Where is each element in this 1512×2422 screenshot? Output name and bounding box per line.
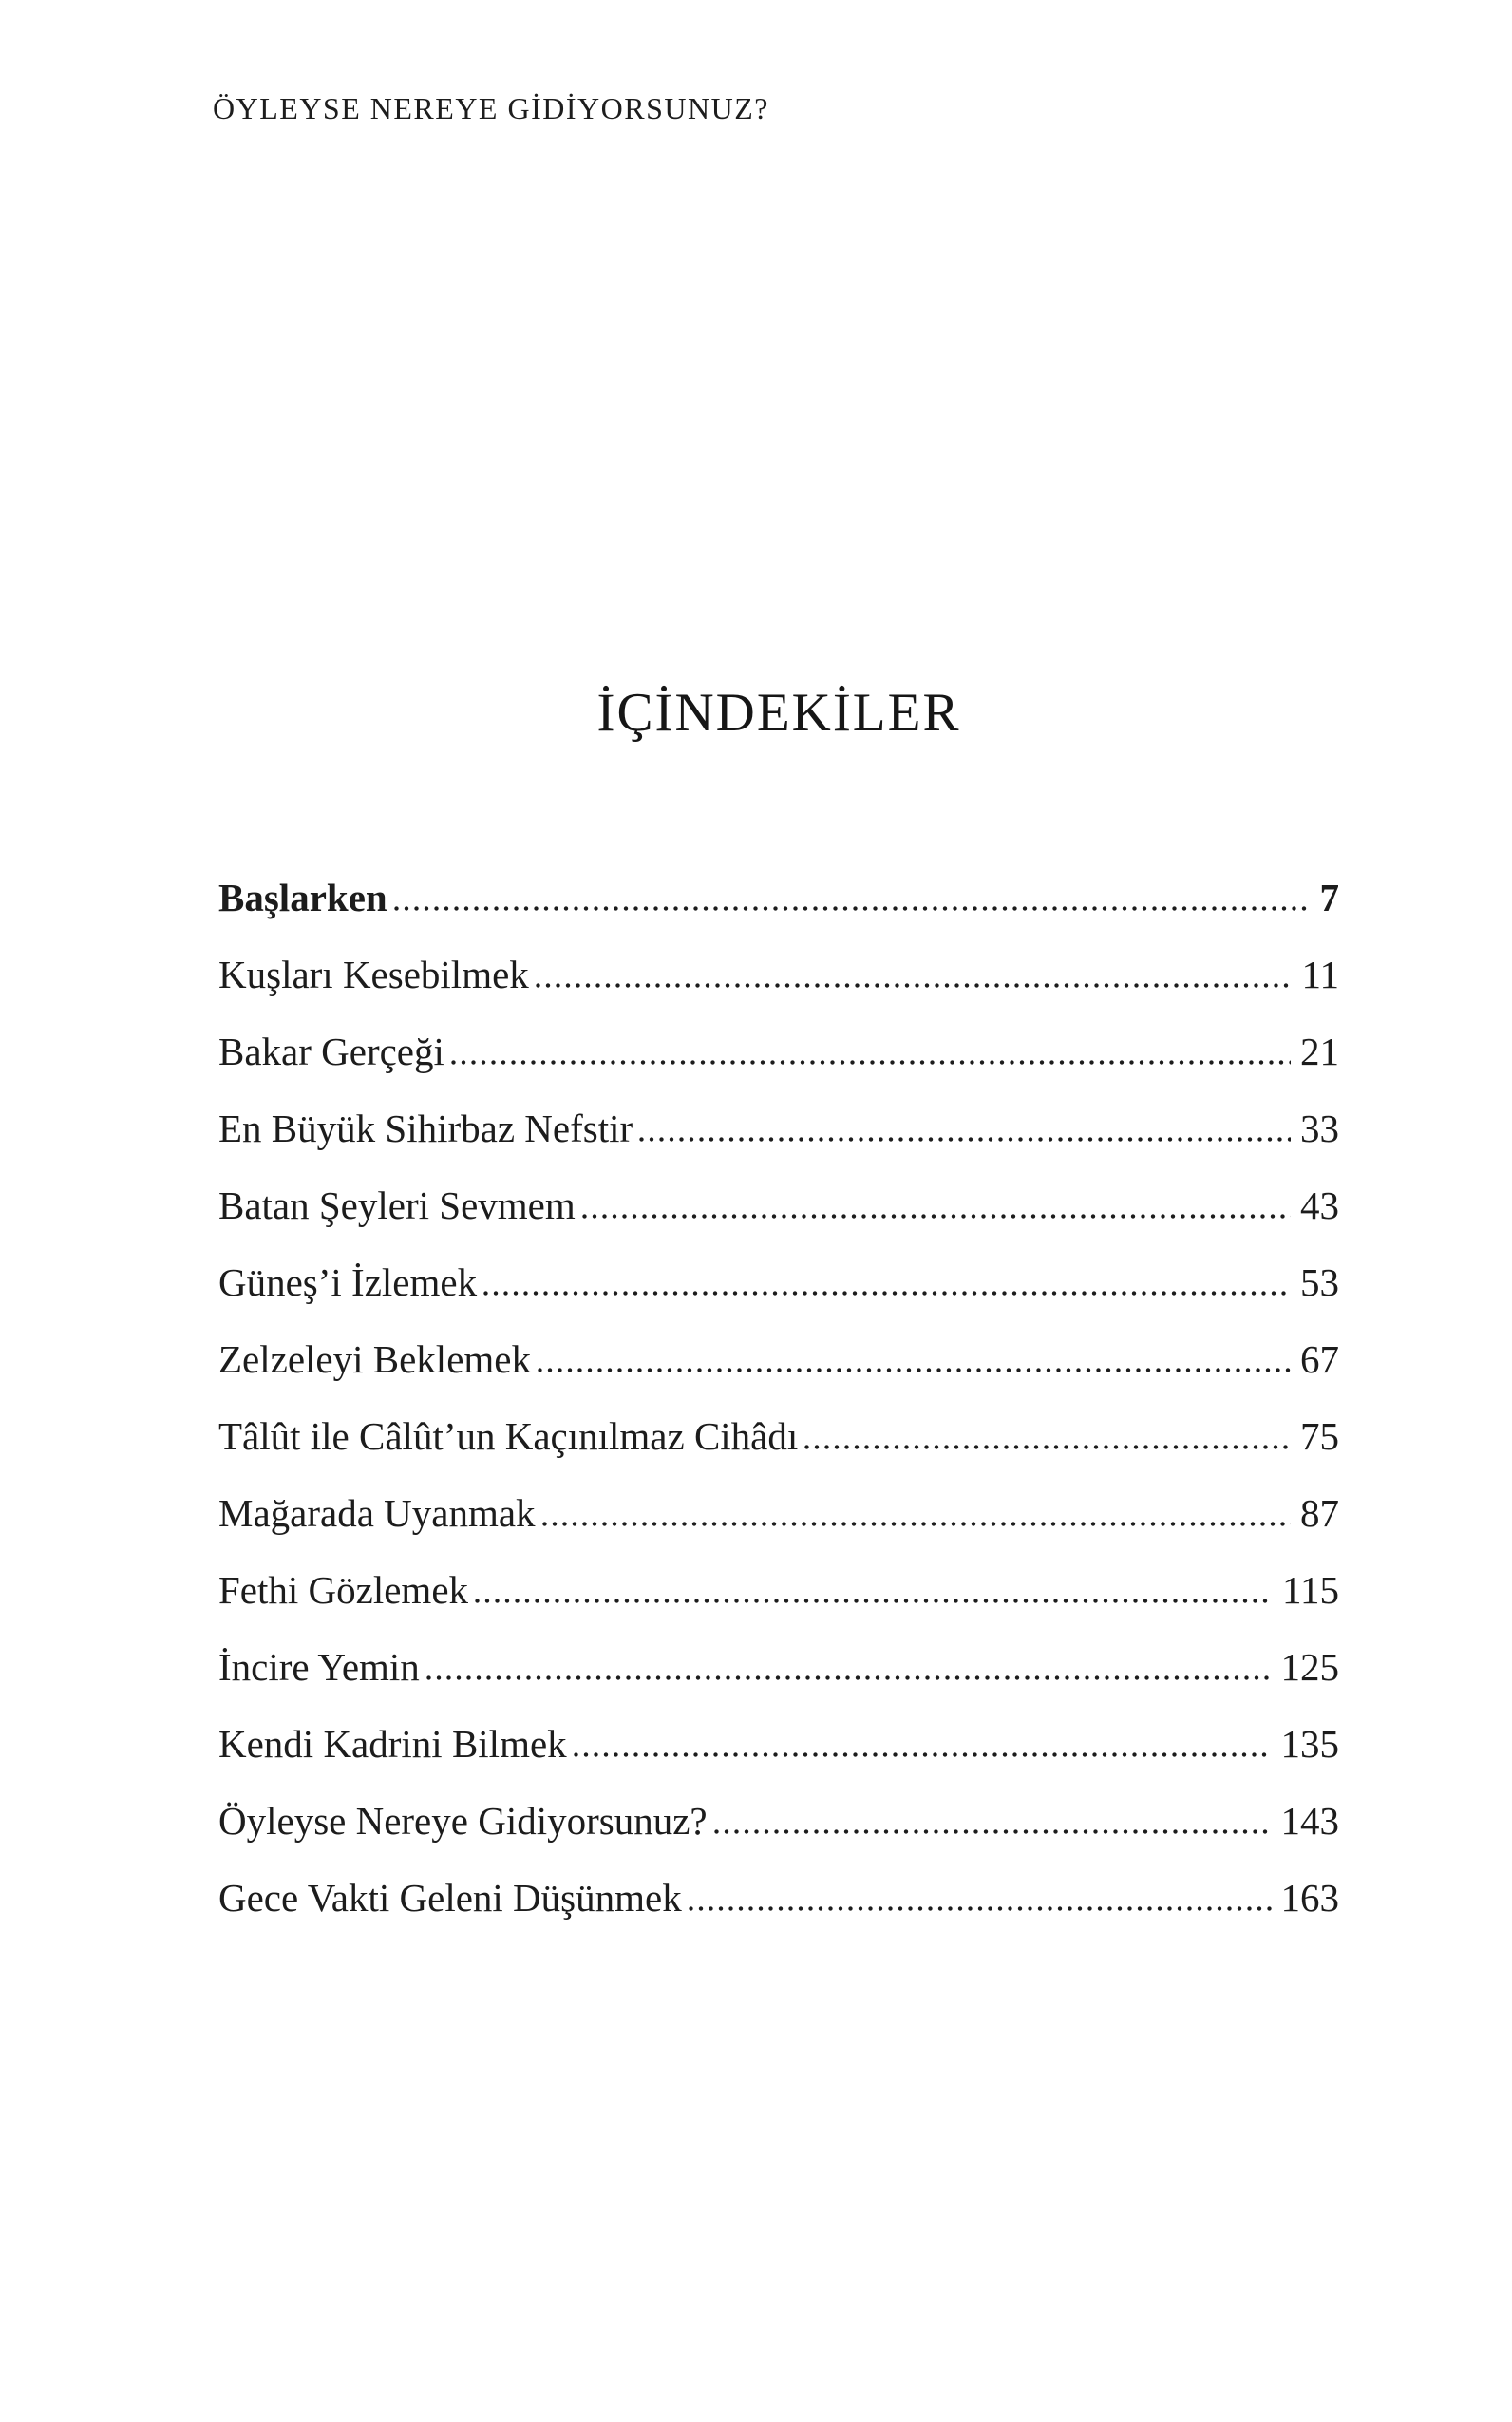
toc-entry-page: 53 [1300, 1260, 1339, 1304]
toc-entry-label: Zelzeleyi Beklemek [218, 1337, 531, 1381]
toc-entry-label: Gece Vakti Geleni Düşünmek [218, 1876, 682, 1920]
toc-entry-page: 87 [1300, 1491, 1339, 1535]
toc-entry-page: 115 [1282, 1568, 1339, 1612]
toc-entry-page: 163 [1280, 1876, 1339, 1920]
running-header: ÖYLEYSE NEREYE GİDİYORSUNUZ? [213, 91, 769, 125]
dot-leader [475, 1599, 1273, 1603]
toc-entry-label: Güneş’i İzlemek [218, 1260, 478, 1304]
toc-list [218, 875, 1339, 1952]
toc-entry-page: 43 [1300, 1183, 1339, 1227]
toc-entry-label: İncire Yemin [218, 1645, 420, 1689]
toc-entry [218, 1721, 1339, 1798]
dot-leader [426, 1675, 1272, 1680]
dot-leader [582, 1214, 1291, 1219]
toc-entry [218, 875, 1339, 952]
toc-entry [218, 1798, 1339, 1875]
toc-entry-page: 67 [1300, 1337, 1339, 1381]
toc-entry-label: Kendi Kadrini Bilmek [218, 1722, 567, 1766]
toc-entry-label: Öyleyse Nereye Gidiyorsunuz? [218, 1799, 708, 1843]
toc-entry-label: Kuşları Kesebilmek [218, 953, 529, 996]
page-title: İÇİNDEKİLER [596, 683, 961, 743]
dot-leader [574, 1752, 1272, 1757]
toc-entry-label: En Büyük Sihirbaz Nefstir [218, 1107, 633, 1150]
dot-leader [483, 1291, 1291, 1296]
toc-entry [218, 1413, 1339, 1490]
toc-entry-page: 135 [1280, 1722, 1339, 1766]
toc-entry-label: Bakar Gerçeği [218, 1030, 444, 1073]
toc-entry-page: 21 [1300, 1030, 1339, 1073]
toc-entry-page: 75 [1300, 1414, 1339, 1458]
dot-leader [536, 983, 1293, 988]
toc-entry [218, 1259, 1339, 1336]
toc-entry-page: 7 [1319, 876, 1339, 919]
toc-entry [218, 1029, 1339, 1106]
toc-entry [218, 1875, 1339, 1952]
toc-entry [218, 1336, 1339, 1413]
toc-entry-label: Tâlût ile Câlût’un Kaçınılmaz Cihâdı [218, 1414, 799, 1458]
toc-entry-label: Mağarada Uyanmak [218, 1491, 536, 1535]
dot-leader [804, 1445, 1291, 1449]
dot-leader [451, 1060, 1291, 1065]
dot-leader [714, 1829, 1272, 1834]
toc-entry-page: 11 [1301, 953, 1339, 996]
toc-entry [218, 1644, 1339, 1721]
toc-entry-label: Fethi Gözlemek [218, 1568, 469, 1612]
toc-entry-label: Batan Şeyleri Sevmem [218, 1183, 576, 1227]
dot-leader [542, 1522, 1291, 1526]
dot-leader [689, 1906, 1272, 1911]
dot-leader [538, 1368, 1291, 1372]
toc-entry [218, 1183, 1339, 1259]
dot-leader [639, 1137, 1291, 1142]
toc-entry [218, 952, 1339, 1029]
toc-entry [218, 1567, 1339, 1644]
toc-entry-page: 143 [1280, 1799, 1339, 1843]
toc-entry [218, 1490, 1339, 1567]
toc-entry-page: 33 [1300, 1107, 1339, 1150]
toc-entry [218, 1106, 1339, 1183]
dot-leader [394, 906, 1311, 911]
toc-entry-label: Başlarken [218, 876, 387, 919]
toc-entry-page: 125 [1280, 1645, 1339, 1689]
